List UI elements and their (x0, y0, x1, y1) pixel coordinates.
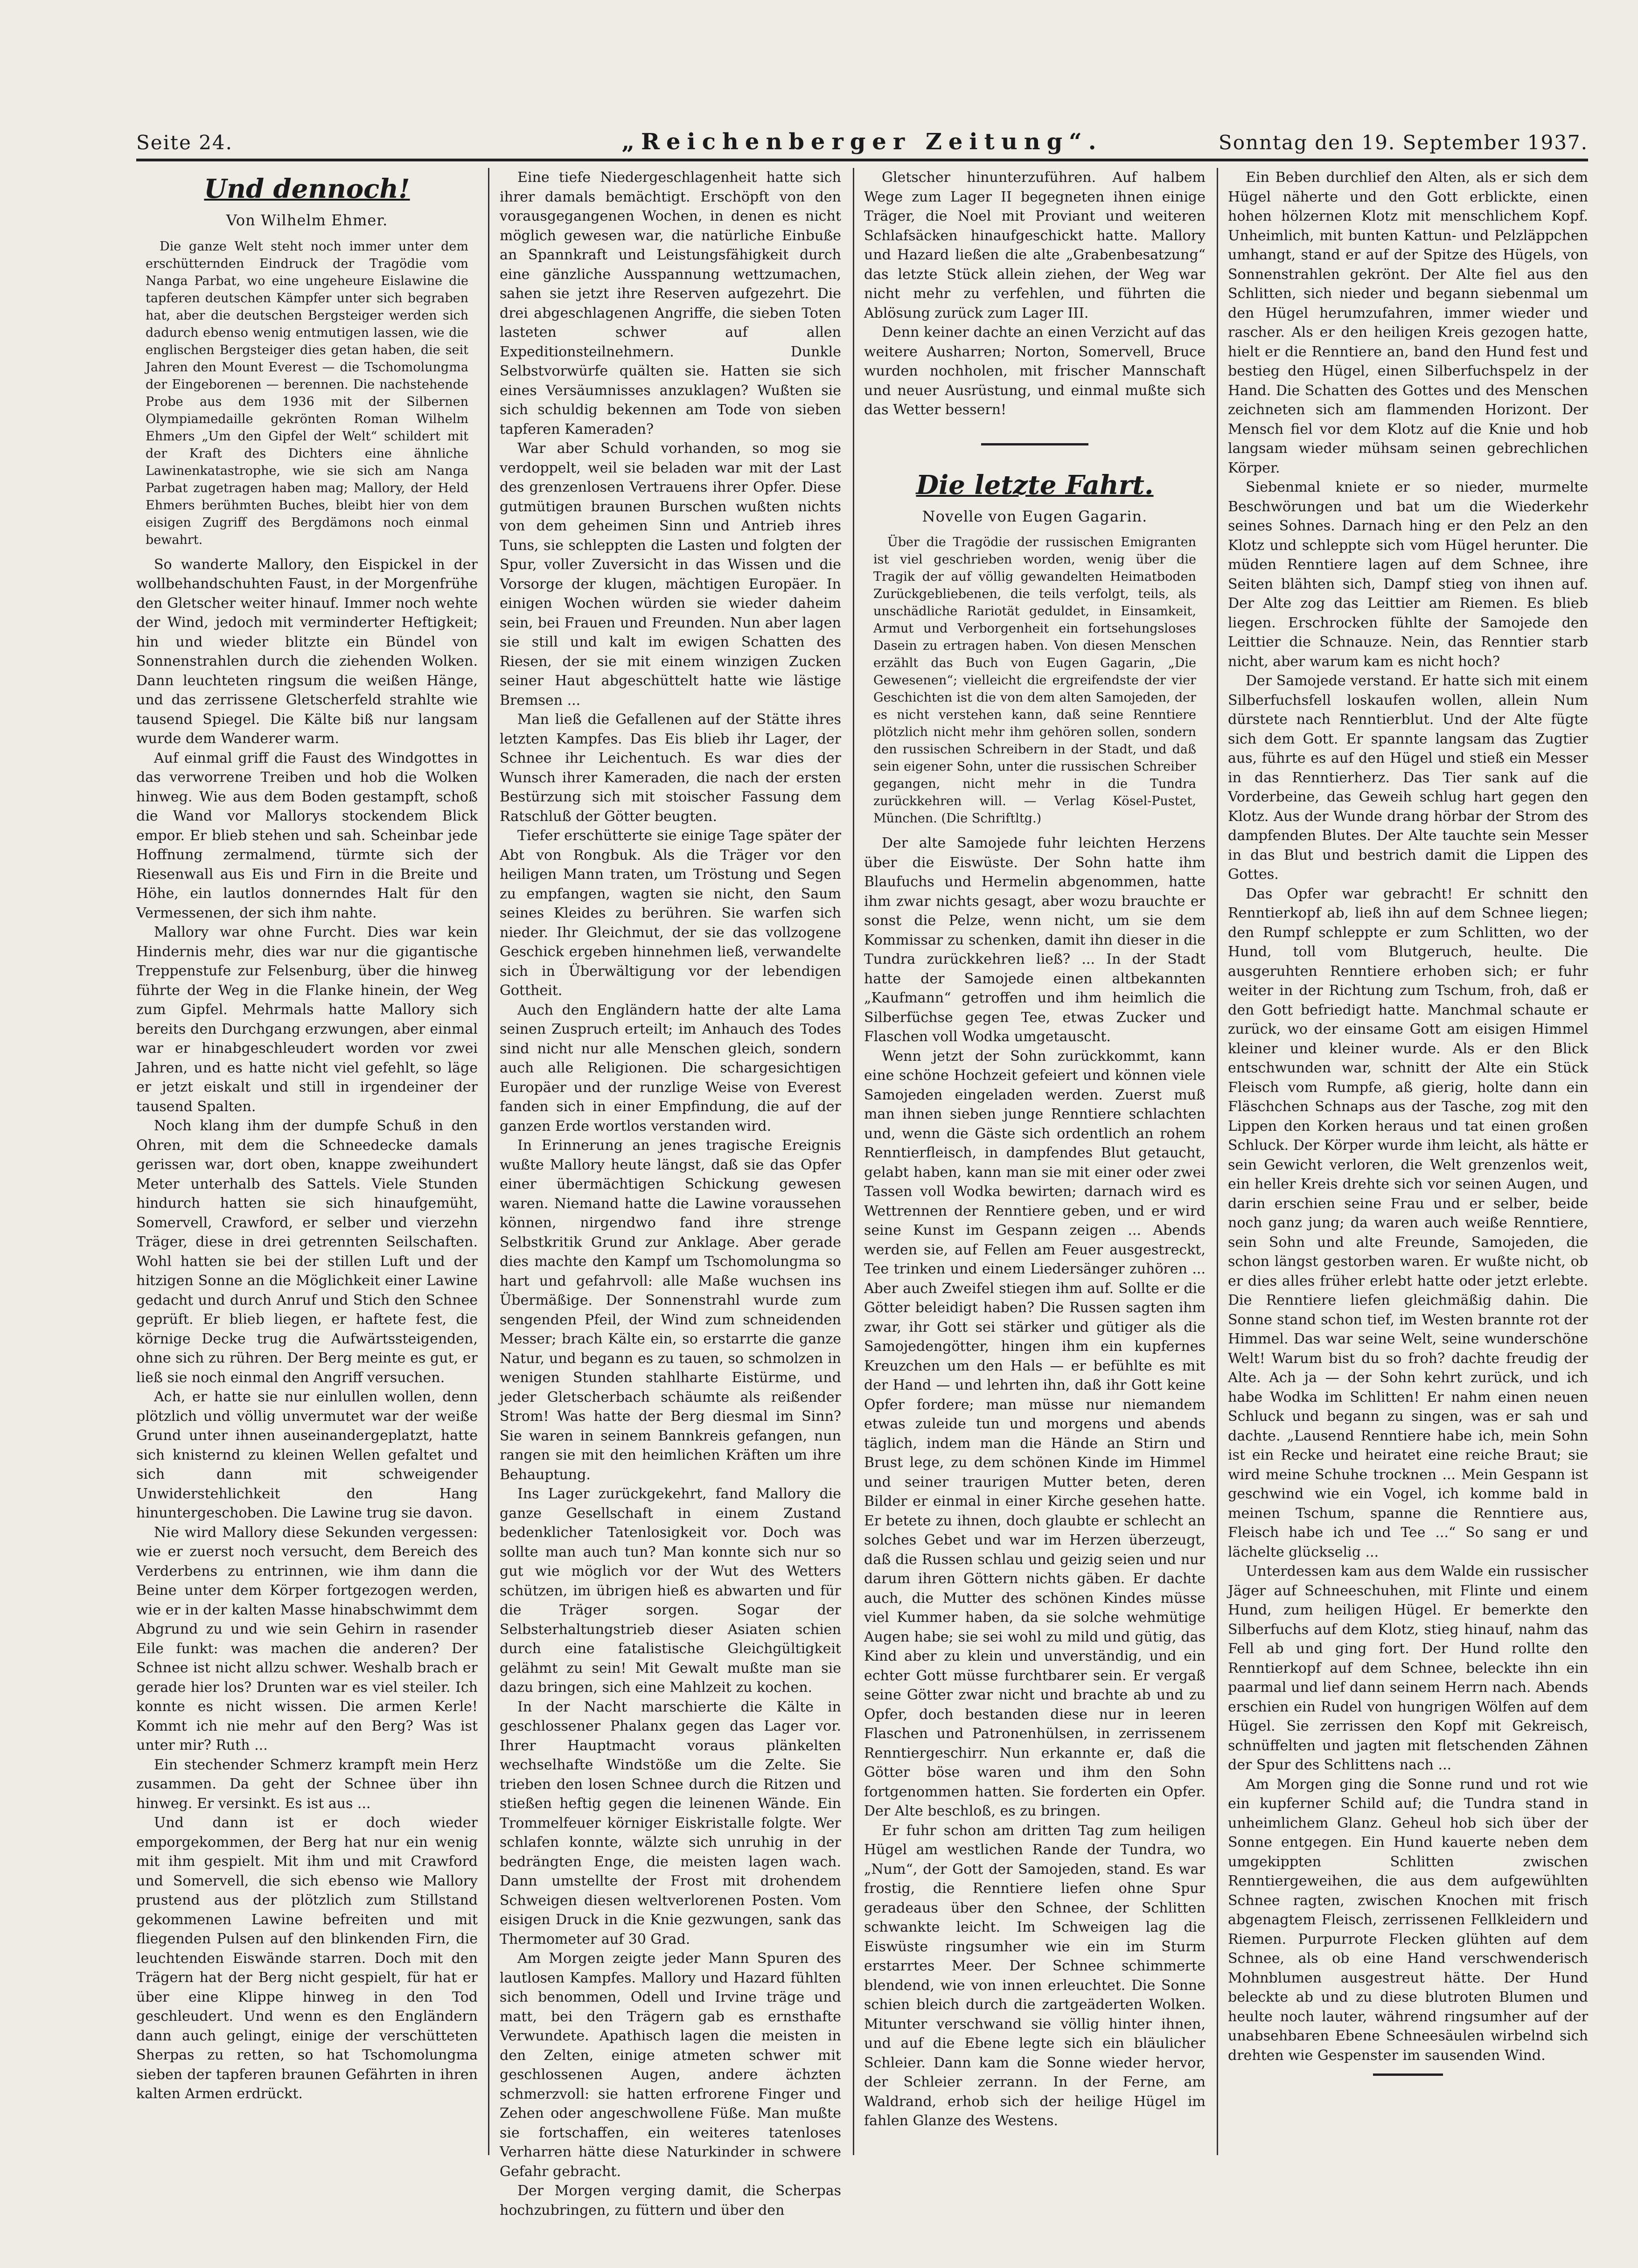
page-header (136, 117, 1588, 161)
article-separator (981, 443, 1088, 445)
article-intro (873, 534, 1196, 827)
intro-text: Über die Tragödie der russischen Emigranten ist viel geschrieben worden, wenig über die Tragik der auf völlig gewandelten Heimatboden Zurückgebliebenen, die teils verfolgt, teils, als unschädliche Rariotät geduldet, in Einsamkeit, Armut und Verborgenheit ein fortsehungsloses Dasein zu ertragen haben. Von diesen Menschen erzählt das Buch von Eugen Gagarin, „Die Gewesenen“; vielleicht die ergreifendste der vier Geschichten ist die von dem alten Samojeden, der es nicht verstehen kann, daß seine Renntiere plötzlich nicht mehr ihm gehören sollen, sondern den russischen Schreibern in der Stadt, und daß sein eigener Sohn, unter die russischen Schreiber gegangen, nicht mehr in die Tundra zurückkehren will. — Verlag Kösel-Pustet, München. (Die Schriftltg.) (873, 535, 1196, 826)
paragraph: Und dann ist er doch wieder emporgekommen, der Berg hat nur ein wenig mit ihm gespielt. Mit ihm und mit Crawford und Somervell, die sich ebenso wie Mallory prustend aus der plötzlich zum Stillstand gekommenen Lawine befreiten und mit fliegenden Pulsen auf den blinkenden Firn, die leuchtenden Eiswände starren. Doch mit den Trägern hat der Berg nicht gespielt, für hat er über eine Klippe hinweg in den Tod geschleudert. Und wenn es den Engländern dann auch gelingt, einige der verschütteten Sherpas zu retten, so hat Tschomolungma sieben der tapferen braunen Gefährten in ihren kalten Armen erdrückt. (136, 1815, 478, 2102)
paragraph: Das Opfer war gebracht! Er schnitt den Renntierkopf ab, ließ ihn auf dem Schnee liegen; den Rumpf schleppte er zum Schlitten, wo der Hund, toll vom Blutgeruch, heulte. Die ausgeruhten Renntiere erhoben sich; er fuhr weiter in der Richtung zum Tschum, froh, daß er den Gott befriedigt hatte. Manchmal schaute er zurück, wo der einsame Gott am eisigen Himmel kleiner und kleiner wurde. Als er den Blick entschwunden war, schnitt der Alte ein Stück Fleisch vom Rumpfe, aß gierig, holte dann ein Fläschchen Schnaps aus der Tasche, zog mit den Lippen den Korken heraus und tat einen großen Schluck. Der Körper wurde ihm leicht, als hätte er sein Gewicht verloren, die Welt grenzenlos weit, ein heller Kreis drehte sich vor seinen Augen, und darin erschien seine Frau und er selber, beide noch ganz jung; da waren auch weiße Renntiere, sein Sohn und alte Freunde, Samojeden, die schon längst gestorben waren. Er wußte nicht, ob er dies alles früher erlebt hatte oder jetzt erlebte. Die Renntiere liefen gleichmäßig dahin. Die Sonne stand schon tief, im Westen brannte rot der Himmel. Das war seine Welt, seine wunderschöne Welt! Warum bist du so froh? dachte freudig der Alte. Ach ja — der Sohn kehrt zurück, und ich habe Wodka im Schlitten! Er nahm einen neuen Schluck und begann zu singen, was er sah und dachte. „Lausend Renntiere habe ich, mein Sohn ist ein Recke und heiratet eine reiche Braut; sie wird meine Schuhe trocknen ... Mein Gespann ist geschwind wie ein Vogel, ich komme bald in meinen Tschum, spanne die Renntiere aus, Fleisch habe ich und Tee ...“ So sang er und lächelte glückselig ... (1228, 885, 1588, 1560)
paragraph: Wenn jetzt der Sohn zurückkommt, kann eine schöne Hochzeit gefeiert und können viele Samojeden eingeladen werden. Zuerst muß man ihnen sieben junge Renntiere schlachten und, wenn die Gäste sich ordentlich an rohem Renntierfleisch, in dampfendes Blut getaucht, gelabt haben, kann man sie mit einer oder zwei Tassen voll Wodka bewirten; darnach wird es Wettrennen der Renntiere geben, und er wird seine Kunst im Gespann zeigen ... Abends werden sie, auf Fellen am Feuer ausgestreckt, Tee trinken und einem Liedersänger zuhören ... Aber auch Zweifel stiegen ihm auf. Sollte er die Götter beleidigt haben? Die Russen sagten ihm zwar, ihr Gott sei stärker und gütiger als die Samojedengötter, hingen ihm ein kupfernes Kreuzchen um den Hals — er befühlte es mit der Hand — und lehrten ihn, daß ihr Gott keine Opfer fordere; man müsse nur niemandem etwas zuleide tun und morgens und abends täglich, indem man die Hände an Stirn und Brust lege, zu dem schönen Kinde im Himmel und seiner traurigen Mutter beten, deren Bilder er einmal in einer Kirche gesehen hatte. Er betete zu ihnen, doch glaubte er schlecht an solches Gebet und war im Herzen überzeugt, daß die Russen schlau und geizig seien und nur darum ihren Göttern nichts gäben. Er dachte auch, die Mutter des schönen Kindes müsse viel Kummer haben, da sie solche wehmütige Augen habe; sie sei wohl zu mild und gütig, das Kind aber zu klein und unverständig, und ein echter Gott müsse furchtbarer sein. Er vergaß seine Götter zwar nicht und brachte ab und zu Opfer, doch bestanden diese nur in leeren Flaschen und Patronenhülsen, in zerrissenem Renntiergeschirr. Nun erkannte er, daß die Götter böse waren und ihm den Sohn fortgenommen hatten. Sie forderten ein Opfer. Der Alte beschloß, es zu bringen. (864, 1048, 1206, 1819)
paragraph: Denn keiner dachte an einen Verzicht auf das weitere Ausharren; Norton, Somervell, Bruce wurden nochholen, mit frischer Mannschaft und neuer Ausrüstung, und einmal mußte sich das Wetter bessern! (864, 324, 1206, 418)
paragraph: Er fuhr schon am dritten Tag zum heiligen Hügel am westlichen Rande der Tundra, wo „Num“, der Gott der Samojeden, stand. Es war frostig, die Renntiere liefen ohne Spur geradeaus über den Schnee, der Schlitten schwankte leicht. Im Schweigen lag die Eiswüste ringsumher wie ein im Sturm erstarrtes Meer. Der Schnee schimmerte blendend, wie von innen erleuchtet. Die Sonne schien bleich durch die zartgeäderten Wolken. Mitunter verschwand sie völlig hinter ihnen, und auf die Ebene legte sich ein bläulicher Schleier. Dann kam die Sonne wieder hervor, der Schleier zerrann. In der Ferne, am Waldrand, erhob sich der heilige Hügel im fahlen Glanze des Westens. (864, 1822, 1206, 2129)
paragraph: In Erinnerung an jenes tragische Ereignis wußte Mallory heute längst, daß sie das Opfer einer übermächtigen Schickung gewesen waren. Niemand hatte die Lawine voraussehen können, nirgendwo fand ihre strenge Selbstkritik Grund zur Anklage. Aber gerade dies machte den Kampf um Tschomolungma so hart und gefahrvoll: alle Maße wuchsen ins Übermäßige. Der Sonnenstrahl wurde zum sengenden Pfeil, der Wind zum schneidenden Messer; brach Kälte ein, so erstarrte die ganze Natur, und begann es zu tauen, so schmolzen in wenigen Stunden stahlharte Eistürme, und jeder Gletscherbach schäumte als reißender Strom! Was hatte der Berg diesmal im Sinn? Sie waren in seinem Bannkreis gefangen, nun rangen sie mit den heimlichen Kräften um ihre Behauptung. (500, 1137, 841, 1483)
paragraph: Nie wird Mallory diese Sekunden vergessen: wie er zuerst noch versucht, dem Bereich des Verderbens zu entrinnen, wie ihm dann die Beine unter dem Körper fortgezogen werden, wie er in der kalten Masse hinabschwimmt dem Abgrund zu und wie sein Gehirn in rasender Eile funkt: was machen die anderen? Der Schnee ist nicht allzu schwer. Weshalb brach er gerade hier los? Drunten war es viel steiler. Ich konnte es nicht wissen. Die armen Kerle! Kommt ich nie mehr auf den Berg? Was ist unter mir? Ruth ... (136, 1524, 478, 1753)
paragraph: Ein Beben durchlief den Alten, als er sich dem Hügel näherte und den Gott erblickte, einen hohen hölzernen Klotz mit menschlichem Kopf. Unheimlich, mit bunten Kattun- und Pelzläppchen umhangt, stand er auf der Spitze des Hügels, von Sonnenstrahlen gekrönt. Der Alte fiel aus den Schlitten, sich nieder und begann siebenmal um den Hügel herumzufahren, immer wieder und rascher. Als er den heiligen Kreis gezogen hatte, hielt er die Renntiere an, band den Hund fest und bestieg den Hügel, einen Silberfuchspelz in der Hand. Die Schatten des Gottes und des Menschen zeichneten sich am flammenden Horizont. Der Mensch fiel vor dem Klotz auf die Knie und hob langsam wieder mühsam seinen gebrechlichen Körper. (1228, 169, 1588, 476)
paragraph: Am Morgen ging die Sonne rund und rot wie ein kupferner Schild auf; die Tundra stand in unheimlichem Glanz. Geheul hob sich über der Sonne entgegen. Ein Hund kauerte neben dem umgekippten Schlitten zwischen Renntiergeweihen, die aus dem aufgewühlten Schnee ragten, zwischen Knochen mit frisch abgenagtem Fleisch, zerrissenen Fellkleidern und Riemen. Purpurrote Flecken glühten auf dem Schnee, als ob eine Hand verschwenderisch Mohnblumen ausgestreut hätte. Der Hund beleckte ab und zu diese blutroten Blumen und heulte noch lauter, während ringsumher auf der unabsehbaren Ebene Schneesäulen wirbelnd sich drehten wie Gespenster im sausenden Wind. (1228, 1776, 1588, 2064)
masthead: „Reichenberger Zeitung“. (621, 129, 1103, 155)
paragraph: In der Nacht marschierte die Kälte in geschlossener Phalanx gegen das Lager vor. Ihrer Hauptmacht voraus plänkelten wechselhafte Windstöße um die Zelte. Sie trieben den losen Schnee durch die Ritzen und stießen heftig gegen die leinenen Wände. Ein Trommelfeuer körniger Eiskristalle folgte. Wer schlafen konnte, wälzte sich unruhig in der bedrängten Enge, die meisten lagen wach. Dann umstellte der Frost mit drohendem Schweigen diesen weltverlorenen Posten. Vom eisigen Druck in die Knie gezwungen, sank das Thermometer auf 30 Grad. (500, 1698, 841, 1948)
paragraph: Ein stechender Schmerz krampft mein Herz zusammen. Da geht der Schnee über ihn hinweg. Er versinkt. Es ist aus ... (136, 1756, 478, 1812)
paragraph: Der alte Samojede fuhr leichten Herzens über die Eiswüste. Der Sohn hatte ihm Blaufuchs und Hermelin abgenommen, hatte ihm zwar nichts gesagt, aber wozu brauchte er sonst die Pelze, wenn nicht, um sie dem Kommissar zu schenken, damit ihn dieser in die Tundra zurückkehren ließ? ... In der Stadt hatte der Samojede einen altbekannten „Kaufmann“ getroffen und ihm heimlich die Silberfüchse gegen Tee, etwas Zucker und Flaschen voll Wodka umgetauscht. (864, 835, 1206, 1045)
paragraph: Ach, er hatte sie nur einlullen wollen, denn plötzlich und völlig unvermutet war der weiße Grund unter ihnen auseinandergeplatzt, hatte sich knisternd zu kleinen Wellen gefaltet und sich dann mit schweigender Unwiderstehlichkeit den Hang hinuntergeschoben. Die Lawine trug sie davon. (136, 1389, 478, 1521)
paragraph: Noch klang ihm der dumpfe Schuß in den Ohren, mit dem die Schneedecke damals gerissen war, dort oben, knappe zweihundert Meter unterhalb des Sattels. Viele Stunden hindurch hatten sie sich hinaufgemüht, Somervell, Crawford, er selber und vierzehn Träger, diese in drei getrennten Seilschaften. Wohl hatten sie bei der stillen Luft und der hitzigen Sonne an die Möglichkeit einer Lawine gedacht und durch Anruf und Stich den Schnee geprüft. Er blieb liegen, er haftete fest, die körnige Decke trug die Aufwärtssteigenden, ohne sich zu rühren. Der Berg meinte es gut, er ließ sie noch einmal den Angriff versuchen. (136, 1118, 478, 1386)
column-rule (853, 168, 854, 2155)
paragraph: Am Morgen zeigte jeder Mann Spuren des lautlosen Kampfes. Mallory und Hazard fühlten sich benommen, Odell und Irvine träge und matt, bei den Trägern gab es ernsthafte Verwundete. Apathisch lagen die meisten in den Zelten, einige atmeten schwer mit geschlossenen Augen, andere ächzten schmerzvoll: sie hatten erfrorene Finger und Zehen oder angeschwollene Füße. Man mußte sie fortschaffen, ein weiteres tatenloses Verharren hätte diese Naturkinder in schwere Gefahr gebracht. (500, 1950, 841, 2180)
column-3 (864, 168, 1206, 2174)
paragraph: Man ließ die Gefallenen auf der Stätte ihres letzten Kampfes. Das Eis blieb ihr Lager, der Schnee ihr Leichentuch. Es war dies der Wunsch ihrer Kameraden, die nach der ersten Bestürzung sich mit stoischer Fassung dem Ratschluß der Götter beugten. (500, 711, 841, 825)
paragraph: Auch den Engländern hatte der alte Lama seinen Zuspruch erteilt; im Anhauch des Todes sind nicht nur alle Menschen gleich, sondern auch alle Religionen. Die schargesichtigen Europäer und der runzlige Weise von Everest fanden sich in einer Empfindung, die auf der ganzen Erde wortlos verstanden wird. (500, 1002, 841, 1134)
article-intro (146, 238, 468, 549)
column-rule (1217, 168, 1218, 2155)
paragraph: Mallory war ohne Furcht. Dies war kein Hindernis mehr, dies war nur die gigantische Treppenstufe zur Felsenburg, über die hinweg führte der Weg in die Flanke hinein, der Weg zum Gipfel. Mehrmals hatte Mallory sich bereits den Durchgang erzwungen, aber einmal war er hinabgeschleudert worden vor zwei Jahren, und es hatte nicht viel gefehlt, so läge er jetzt eiskalt und still in irgendeiner der tausend Spalten. (136, 924, 478, 1115)
end-mark (1373, 2073, 1443, 2076)
paragraph: Ins Lager zurückgekehrt, fand Mallory die ganze Gesellschaft in einem Zustand bedenklicher Tatenlosigkeit vor. Doch was sollte man auch tun? Man konnte sich nur so gut wie möglich vor der Wut des Wetters schützen, im übrigen hieß es abwarten und für die Träger sorgen. Sogar der Selbsterhaltungstrieb dieser Asiaten schien durch eine fatalistische Gleichgültigkeit gelähmt zu sein! Mit Gewalt mußte man sie dazu bringen, sich eine Mahlzeit zu kochen. (500, 1486, 841, 1696)
article-title: Und dennoch! (204, 174, 410, 204)
paragraph: Der Morgen verging damit, die Scherpas hochzubringen, zu füttern und über den (500, 2183, 841, 2219)
paragraph: War aber Schuld vorhanden, so mog sie verdoppelt, weil sie beladen war mit der Last des grenzenlosen Vertrauens ihrer Opfer. Diese gutmütigen braunen Burschen wußten nichts von dem geheimen Sinn und Antrieb ihres Tuns, sie schleppten die Lasten und folgten der Spur, voller Zuversicht in das Wissen und die Vorsorge der klugen, mächtigen Europäer. In einigen Wochen würden sie wieder daheim sein, bei Frauen und Freunden. Nun aber lagen sie still und kalt im ewigen Schatten des Riesen, der sie mit einem winzigen Zucken seiner Haut abgeschüttelt hatte wie lästige Bremsen ... (500, 440, 841, 709)
paragraph: So wanderte Mallory, den Eispickel in der wollbehandschuhten Faust, in der Morgenfrühe den Gletscher weiter hinauf. Immer noch wehte der Wind, jedoch mit verminderter Heftigkeit; hin und wieder blitzte ein Bündel von Sonnenstrahlen durch die ziehenden Wolken. Dann leuchteten ringsum die weißen Hänge, und das zerrissene Gletscherfeld strahlte wie tausend Spiegel. Die Kälte biß nur langsam wurde dem Wanderer warm. (136, 556, 478, 747)
issue-date: Sonntag den 19. September 1937. (1218, 131, 1588, 154)
paragraph: Tiefer erschütterte sie einige Tage später der Abt von Rongbuk. Als die Träger vor den heiligen Mann traten, um Tröstung und Segen zu empfangen, wagten sie nicht, den Saum seines Kleides zu berühren. Sie warfen sich nieder. Ihr Gleichmut, der sie das vollzogene Geschick ergeben hinnehmen ließ, verwandelte sich in Überwältigung vor der lebendigen Gottheit. (500, 828, 841, 999)
article-byline: Novelle von Eugen Gagarin. (922, 507, 1148, 525)
paragraph: Eine tiefe Niedergeschlagenheit hatte sich ihrer damals bemächtigt. Erschöpft von den vorausgegangenen Wochen, in denen es nicht möglich gewesen war, die natürliche Einbuße an Spannkraft und Leistungsfähigkeit durch eine gänzliche Ausspannung wettzumachen, sahen sie jetzt ihre Reserven aufgezehrt. Die drei abgeschlagenen Angriffe, die sieben Toten lasteten schwer auf allen Expeditionsteilnehmern. Dunkle Selbstvorwürfe quälten sie. Hatten sie sich eines Versäumnisses anzuklagen? Wußten sie sich schuldig bekennen am Tode von sieben tapferen Kameraden? (500, 169, 841, 438)
paragraph: Siebenmal kniete er so nieder, murmelte Beschwörungen und bat um die Wiederkehr seines Sohnes. Darnach hing er den Pelz an den Klotz und schleppte sich vom Hügel herunter. Die müden Renntiere lagen auf dem Schnee, ihre Seiten blähten sich, Dampf stieg von ihnen auf. Der Alte zog das Leittier am Riemen. Es blieb liegen. Erschrocken fühlte der Samojede den Leittier die Schnauze. Nein, das Renntier starb nicht, aber warum kam es nicht hoch? (1228, 479, 1588, 670)
intro-text: Die ganze Welt steht noch immer unter dem erschütternden Eindruck der Tragödie vom Nanga Parbat, wo eine ungeheure Eislawine die tapferen deutschen Kämpfer unter sich begraben hat, aber die deutschen Bergsteiger werden sich dadurch ebenso wenig entmutigen lassen, wie die englischen Bergsteiger dies getan haben, die seit Jahren den Mount Everest — die Tschomolungma der Eingeborenen — berennen. Die nachstehende Probe aus dem 1936 mit der Silbernen Olympiamedaille gekrönten Roman Wilhelm Ehmers „Um den Gipfel der Welt“ schildert mit der Kraft des Dichters eine ähnliche Lawinenkatastrophe, wie sie sich am Nanga Parbat zugetragen haben mag; Mallory, der Held Ehmers berühmten Buches, bleibt hier von dem eisigen Zugriff des Bergdämons noch einmal bewahrt. (146, 239, 468, 547)
paragraph: Der Samojede verstand. Er hatte sich mit einem Silberfuchsfell loskaufen wollen, allein Num dürstete nach Renntierblut. Und der Alte fügte sich dem Gott. Er spannte langsam das Zugtier aus, führte es auf den Hügel und stieß ein Messer in das Renntierherz. Das Tier sank auf die Vorderbeine, das Geweih schlug hart gegen den Klotz. Aus der Wunde drang hörbar der Strom des dampfenden Blutes. Der Alte tauchte sein Messer in das Blut und bestrich damit die Lippen des Gottes. (1228, 673, 1588, 883)
column-rule (488, 168, 489, 2155)
column-2 (500, 168, 841, 2219)
article-title: Die letzte Fahrt. (916, 469, 1154, 501)
column-4 (1228, 168, 1588, 2174)
paragraph: Auf einmal griff die Faust des Windgottes in das verworrene Treiben und hob die Wolken hinweg. Wie aus dem Boden gestampft, schoß die Wand vor Mallorys stockendem Blick empor. Er blieb stehen und sah. Scheinbar jede Hoffnung zermalmend, türmte sich der Riesenwall aus Eis und Firn in die Breite und Höhe, ein lautlos donnerndes Halt für den Vermessenen, der sich ihm nahte. (136, 750, 478, 921)
column-1 (136, 168, 478, 2174)
page-number: Seite 24. (136, 131, 233, 154)
article-byline: Von Wilhelm Ehmer. (226, 211, 388, 229)
paragraph: Unterdessen kam aus dem Walde ein russischer Jäger auf Schneeschuhen, mit Flinte und einem Hund, zum heiligen Hügel. Er bemerkte den Silberfuchs auf dem Klotz, stieg hinauf, nahm das Fell ab und ging fort. Der Hund rollte den Renntierkopf auf dem Schnee, beleckte ihn ein paarmal und lief dann seinem Herrn nach. Abends erschien ein Rudel von hungrigen Wölfen auf dem Hügel. Sie zerrissen den Kopf mit Gekreisch, schnüffelten und jagten mit fletschenden Zähnen der Spur des Schlittens nach ... (1228, 1563, 1588, 1773)
paragraph: Gletscher hinunterzuführen. Auf halbem Wege zum Lager II begegneten ihnen einige Träger, die Noel mit Proviant und weiteren Schlafsäcken hinaufgeschickt hatte. Mallory und Hazard ließen die alte „Grabenbesatzung“ das letzte Stück allein ziehen, der Weg war nicht mehr zu verfehlen, und führten die Ablösung zurück zum Lager III. (864, 169, 1206, 321)
